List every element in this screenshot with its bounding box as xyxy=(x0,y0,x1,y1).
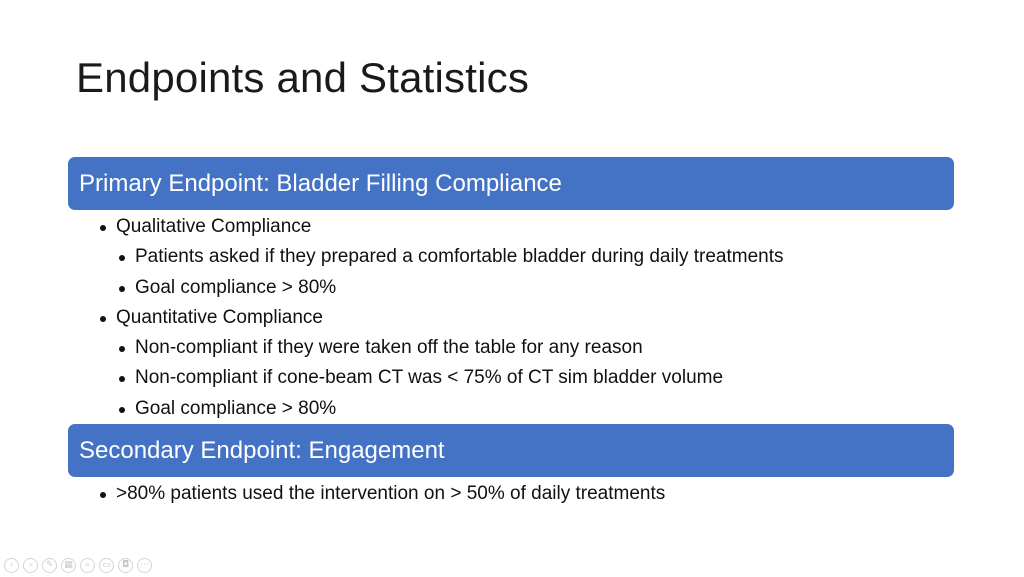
bullet-icon xyxy=(119,286,125,292)
slide-title: Endpoints and Statistics xyxy=(76,54,530,101)
zoom-icon[interactable]: ⌕ xyxy=(80,558,95,573)
bullet-icon xyxy=(100,492,106,498)
secondary-endpoint-list xyxy=(0,481,1024,511)
list-item xyxy=(0,335,1024,365)
pen-icon[interactable]: ✎ xyxy=(42,558,57,573)
list-item xyxy=(0,481,1024,511)
list-item-text: Quantitative Compliance xyxy=(116,306,323,328)
list-item-text: Non-compliant if they were taken off the table for any reason xyxy=(135,337,643,359)
primary-endpoint-header: Primary Endpoint: Bladder Filling Compliance xyxy=(68,157,954,210)
bullet-icon xyxy=(119,346,125,352)
slides-icon[interactable]: ▦ xyxy=(61,558,76,573)
bullet-icon xyxy=(100,225,106,231)
next-icon[interactable]: › xyxy=(23,558,38,573)
previous-icon[interactable]: ‹ xyxy=(4,558,19,573)
bullet-icon xyxy=(119,407,125,413)
list-item-text: >80% patients used the intervention on > 50% of daily treatments xyxy=(116,483,666,504)
primary-endpoint-list xyxy=(0,214,1024,426)
list-item-text: Qualitative Compliance xyxy=(116,216,312,237)
list-item xyxy=(0,305,1024,335)
list-item xyxy=(0,275,1024,305)
camera-icon[interactable]: ◘ xyxy=(118,558,133,573)
bullet-icon xyxy=(100,316,106,322)
more-options-icon[interactable]: ⋯ xyxy=(137,558,152,573)
list-item xyxy=(0,365,1024,395)
slideshow-toolbar xyxy=(4,558,152,573)
list-item xyxy=(0,244,1024,274)
bullet-icon xyxy=(119,255,125,261)
list-item-text: Non-compliant if cone-beam CT was < 75% of CT sim bladder volume xyxy=(135,367,724,389)
list-item xyxy=(0,214,1024,244)
secondary-endpoint-header: Secondary Endpoint: Engagement xyxy=(68,424,954,477)
list-item-text: Goal compliance > 80% xyxy=(135,276,337,298)
subtitles-icon[interactable]: ▭ xyxy=(99,558,114,573)
list-item xyxy=(0,396,1024,426)
list-item-text: Patients asked if they prepared a comfortable bladder during daily treatments xyxy=(135,246,784,268)
bullet-icon xyxy=(119,376,125,382)
list-item-text: Goal compliance > 80% xyxy=(135,397,337,419)
